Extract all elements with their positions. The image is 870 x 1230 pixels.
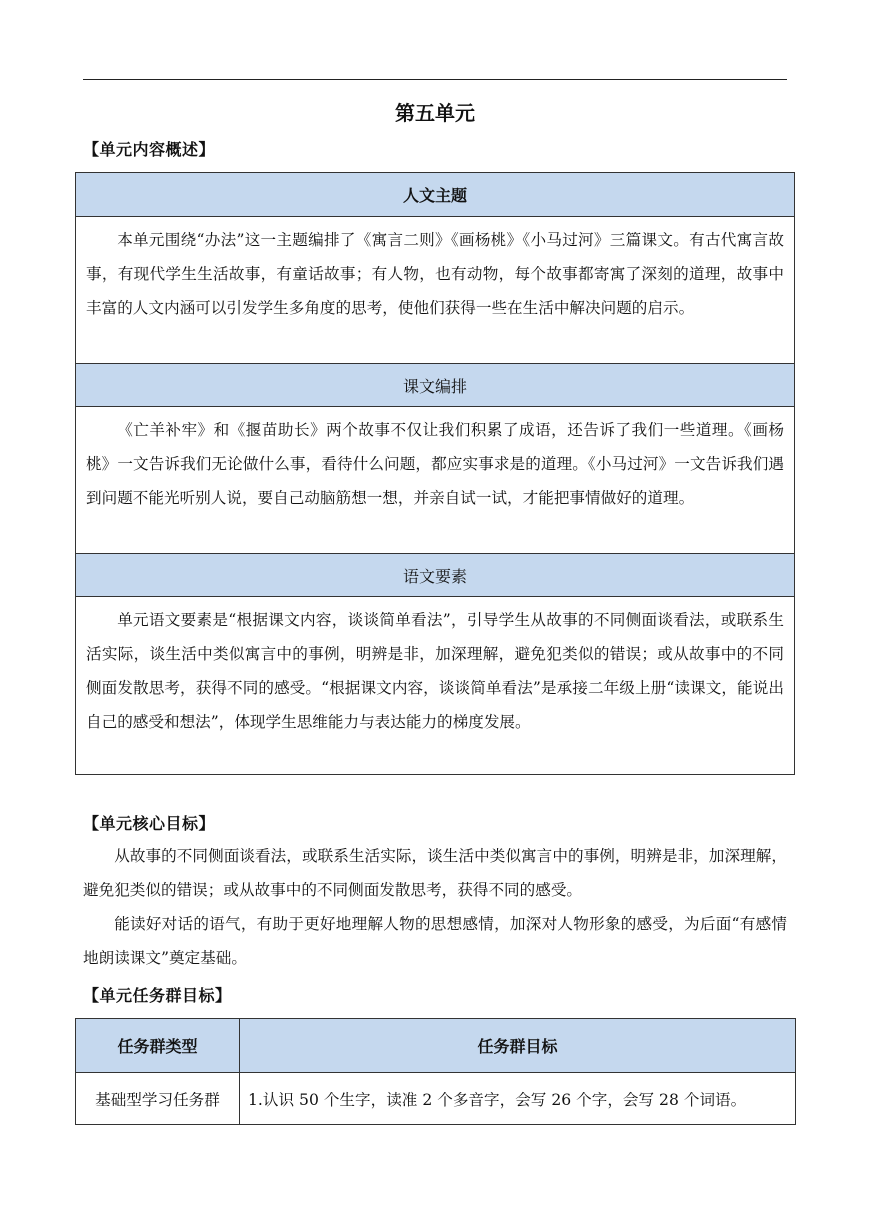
core-goals-heading: 【单元核心目标】 <box>83 814 216 833</box>
task-goal-cell: 1.认识 50 个生字，读准 2 个多音字，会写 26 个字，会写 28 个词语。 <box>240 1073 796 1125</box>
table-row <box>76 1073 796 1125</box>
column-header-type: 任务群类型 <box>76 1019 240 1073</box>
column-header-goal: 任务群目标 <box>240 1019 796 1073</box>
overview-heading: 【单元内容概述】 <box>83 140 216 159</box>
text-arrangement-text: 《亡羊补牢》和《揠苗助长》两个故事不仅让我们积累了成语，还告诉了我们一些道理。《画杨桃》一文告诉我们无论做什么事，看待什么问题，都应实事求是的道理。《小马过河》一文告诉我们遇到问题不能光听别人说，要自己动脑筋想一想，并亲自试一试，才能把事情做好的道理。 <box>86 421 784 507</box>
band-text-arrangement: 课文编排 <box>76 363 794 407</box>
task-type-cell: 基础型学习任务群 <box>76 1073 240 1125</box>
humanities-theme-text: 本单元围绕“办法”这一主题编排了《寓言二则》《画杨桃》《小马过河》三篇课文。有古代寓言故事，有现代学生生活故事，有童话故事；有人物，也有动物，每个故事都寄寓了深刻的道理，故事中丰富的人文内涵可以引发学生多角度的思考，使他们获得一些在生活中解决问题的启示。 <box>86 231 784 317</box>
page-title: 第五单元 <box>395 101 475 125</box>
band-language-elements: 语文要素 <box>76 553 794 597</box>
band-humanities-theme: 人文主题 <box>76 173 794 217</box>
core-goal-paragraph: 能读好对话的语气，有助于更好地理解人物的思想感情，加深对人物形象的感受，为后面“有感情地朗读课文”奠定基础。 <box>83 915 787 967</box>
core-goal-paragraph: 从故事的不同侧面谈看法，或联系生活实际，谈生活中类似寓言中的事例，明辨是非，加深理解，避免犯类似的错误；或从故事中的不同侧面发散思考，获得不同的感受。 <box>83 847 787 899</box>
language-elements-text: 单元语文要素是“根据课文内容，谈谈简单看法”，引导学生从故事的不同侧面谈看法，或联系生活实际，谈生活中类似寓言中的事例，明辨是非，加深理解，避免犯类似的错误；或从故事中的不同侧面发散思考，获得不同的感受。“根据课文内容，谈谈简单看法”是承接二年级上册“读课文，能说出自己的感受和想法”，体现学生思维能力与表达能力的梯度发展。 <box>86 611 784 731</box>
task-goals-heading: 【单元任务群目标】 <box>83 986 232 1005</box>
overview-table <box>75 172 795 775</box>
task-goals-table <box>75 1018 796 1125</box>
header-rule <box>83 79 787 80</box>
table-header-row <box>76 1019 796 1073</box>
